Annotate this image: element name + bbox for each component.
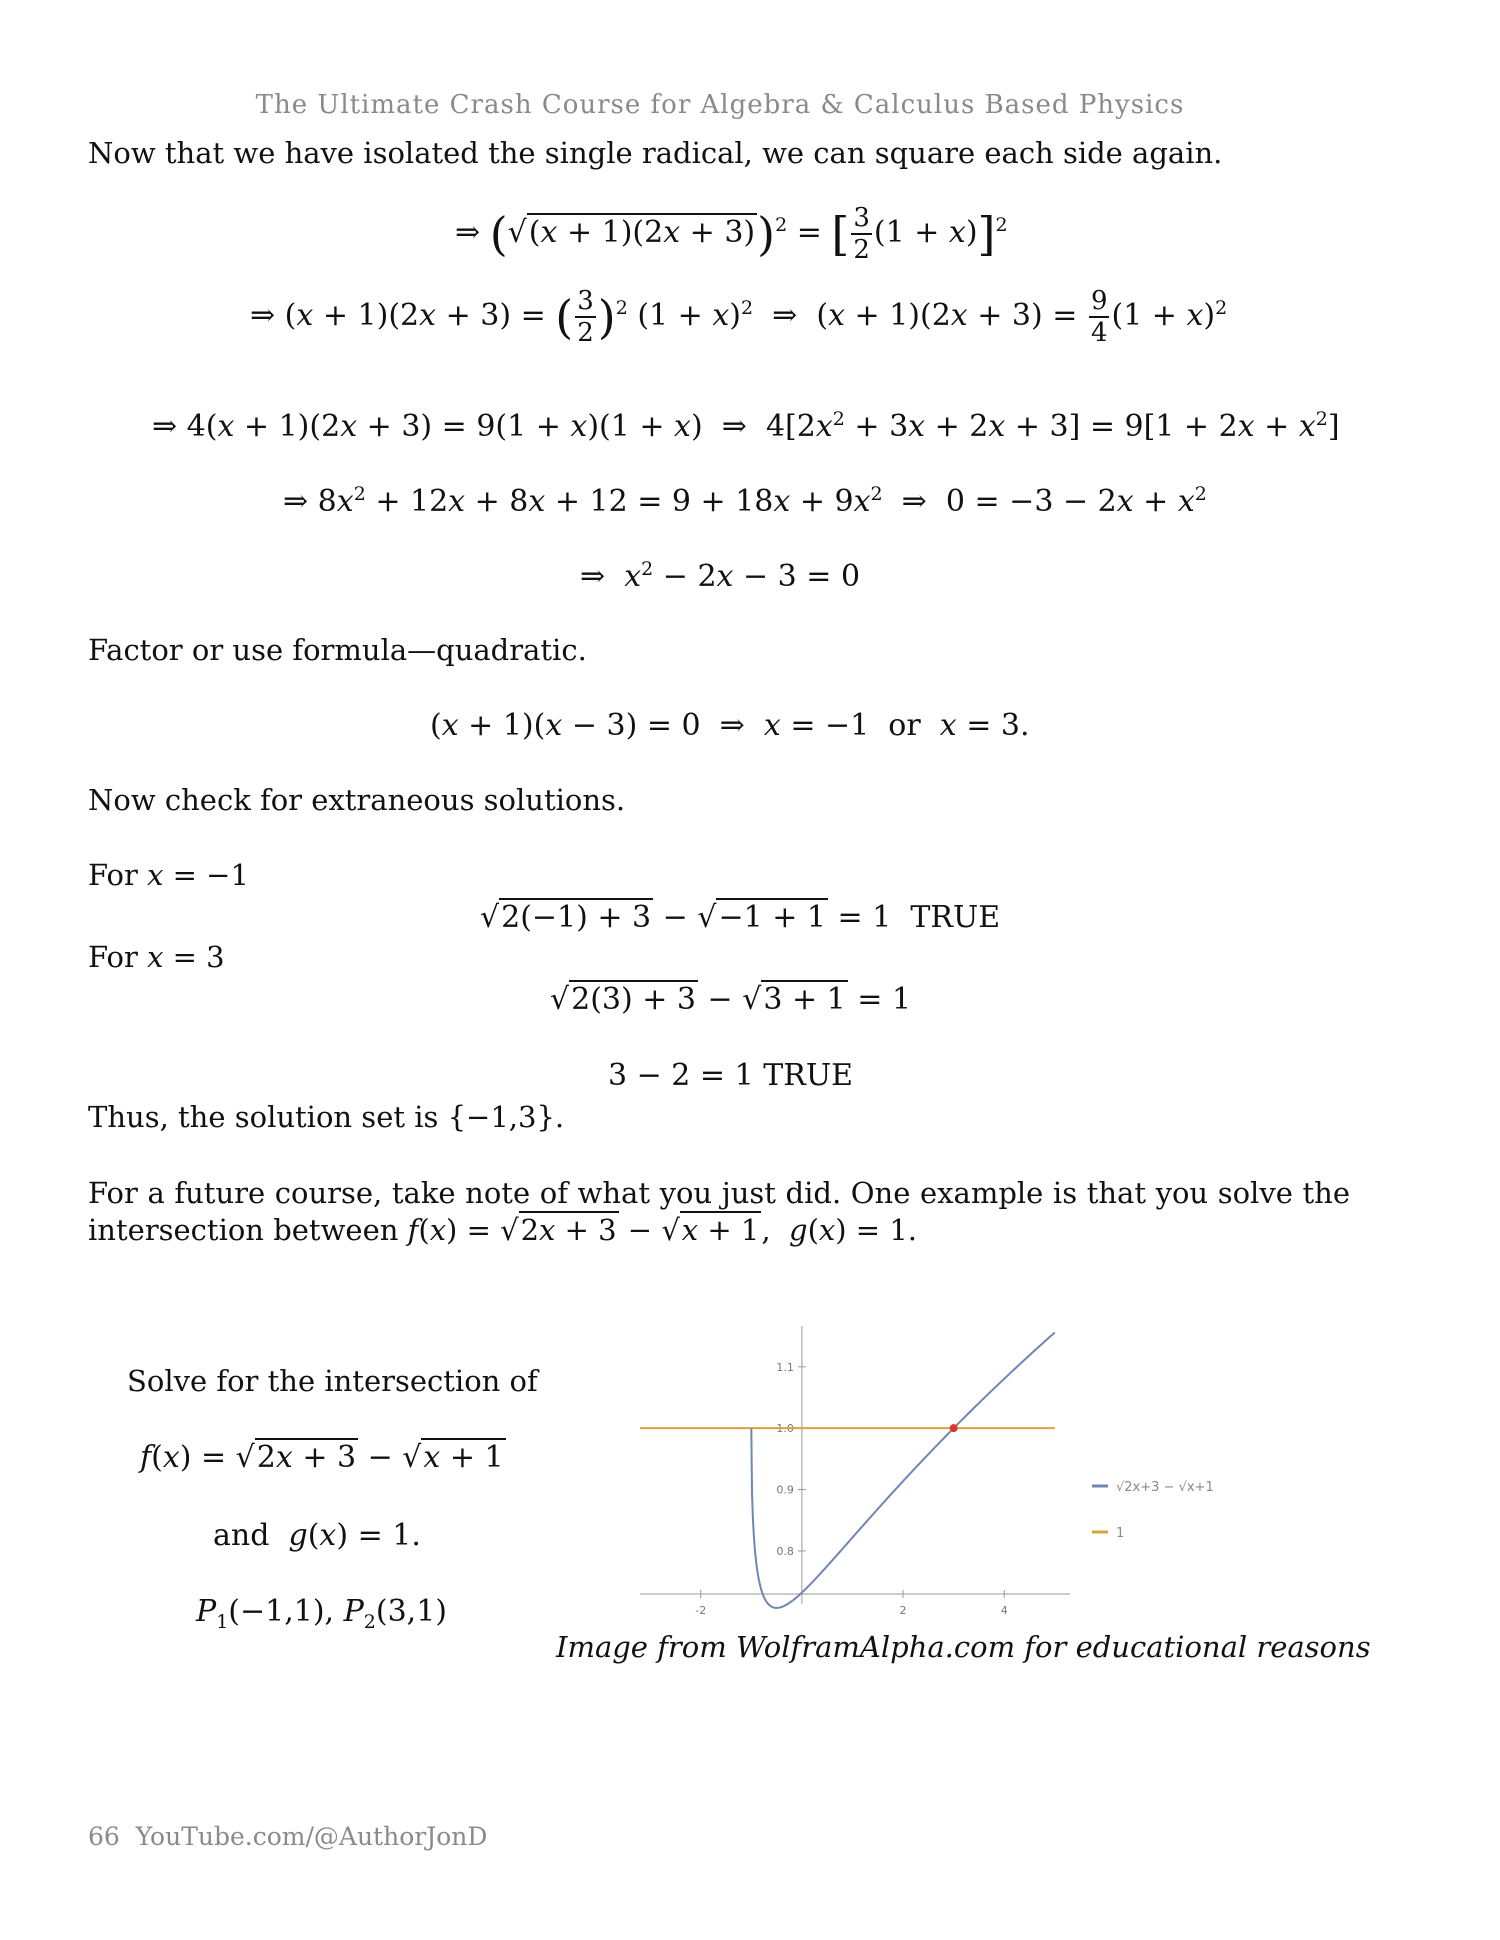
equation-2: ⇒ (x + 1)(2x + 3) = ( $\frac{3}{2}$ )$^2$ $(1 + x)^2$ ⇒ (x + 1)(2x + 3) = $\frac{9}{4}$ $(1 + x)^2$ [250, 286, 1228, 348]
intersection-plot [630, 1320, 1270, 1630]
y-tick-label: 0.9 [776, 1483, 794, 1497]
equation-4: ⇒ $8x^2 + 12x + 8x + 12 = 9 + 18x + 9x^2$ ⇒ $0 = -3 - 2x + x^2$ [283, 483, 1207, 519]
equation-6: (x + 1)(x − 3) = 0 ⇒ x = −1 or x = 3. [430, 708, 1030, 743]
legend-label-f: √2x+3 − √x+1 [1116, 1480, 1214, 1495]
check-line-3: 3 − 2 = 1 TRUE [608, 1058, 853, 1093]
intro-text: Now that we have isolated the single radical, we can square each side again. [88, 136, 1223, 170]
y-tick-label: 1.0 [776, 1422, 794, 1436]
box-line-4: $P_1(-1,1)$, $P_2(3,1)$ [196, 1594, 448, 1633]
y-tick-label: 0.8 [776, 1544, 794, 1558]
check-text: Now check for extraneous solutions. [88, 783, 626, 817]
check-line-2: √2(3) + 3 − √3 + 1 = 1 [550, 982, 912, 1017]
page-footer [88, 1822, 487, 1851]
check-line-1: √2(−1) + 3 − √−1 + 1 = 1 TRUE [480, 900, 1001, 935]
y-tick-label: 1.1 [776, 1360, 794, 1374]
footer-channel: YouTube.com/@AuthorJonD [135, 1822, 488, 1851]
for-x-minus-1: For x = −1 [88, 858, 249, 892]
intersection-point [950, 1424, 958, 1432]
future-course-note: For a future course, take note of what you just did. One example is that you solve the intersection between f(x) = √2x + 3 − √x + 1, g(x) = 1. [88, 1176, 1350, 1248]
equation-1: ⇒ $(√(x + 1)(2x + 3))^2$ = [ $\frac{3}{2}$ (1 + x)]$^2$ [455, 203, 1008, 265]
x-tick-label: 2 [899, 1604, 907, 1617]
for-x-3: For x = 3 [88, 940, 225, 974]
x-tick-label: 4 [1000, 1604, 1008, 1617]
box-line-3: and g(x) = 1. [213, 1518, 421, 1553]
equation-3: ⇒ 4(x + 1)(2x + 3) = 9(1 + x)(1 + x) ⇒ $4[2x^2 + 3x + 2x + 3] = 9[1 + 2x + x^2]$ [152, 408, 1340, 444]
figure-caption: Image from WolframAlpha.com for educational reasons [556, 1630, 1371, 1664]
box-line-1: Solve for the intersection of [127, 1364, 538, 1398]
solution-set-text: Thus, the solution set is {−1,3}. [88, 1100, 565, 1134]
factor-text: Factor or use formula—quadratic. [88, 633, 587, 667]
page-number: 66 [88, 1822, 120, 1851]
box-line-2: f(x) = √2x + 3 − √x + 1 [140, 1440, 504, 1475]
legend-label-g: 1 [1116, 1526, 1125, 1541]
equation-5: ⇒ $x^2 - 2x - 3 = 0$ [580, 558, 861, 594]
running-header: The Ultimate Crash Course for Algebra & Calculus Based Physics [255, 90, 1185, 120]
series-line-f [751, 1332, 1055, 1607]
x-tick-label: -2 [695, 1604, 707, 1617]
